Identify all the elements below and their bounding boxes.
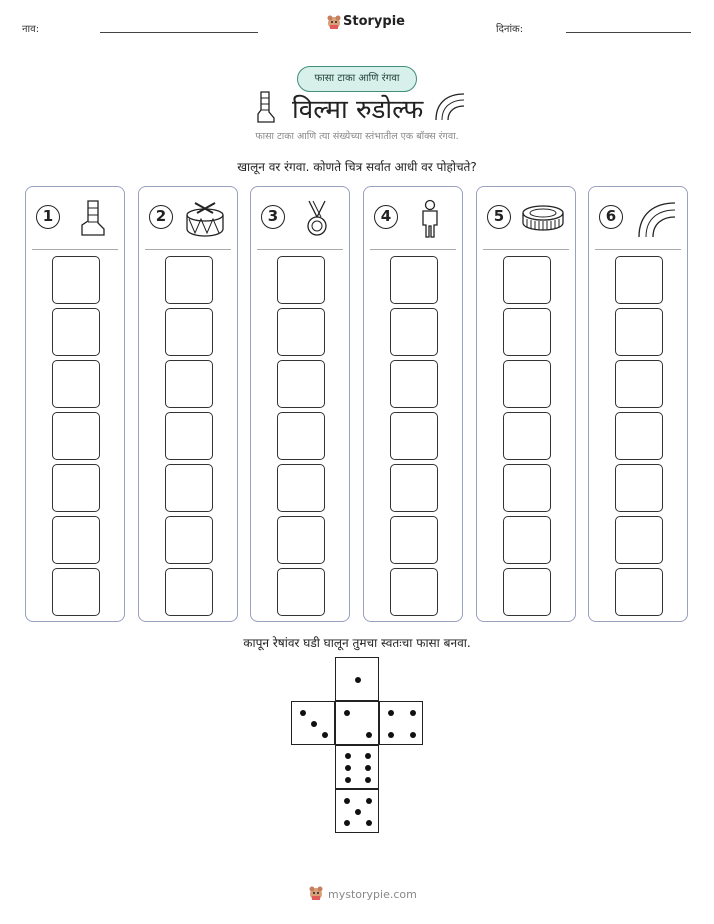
page-title: विल्मा रुडोल्फ (292, 95, 424, 125)
dice-face-3 (291, 701, 335, 745)
color-box[interactable] (165, 308, 213, 356)
color-box[interactable] (615, 516, 663, 564)
dice-face-5 (335, 789, 379, 833)
drum-icon (183, 199, 227, 239)
color-box[interactable] (277, 568, 325, 616)
pip (322, 732, 328, 738)
leg-brace-icon (70, 199, 114, 239)
color-box[interactable] (503, 464, 551, 512)
color-box[interactable] (503, 308, 551, 356)
column-divider (595, 249, 681, 250)
column-6 (588, 186, 688, 622)
color-box[interactable] (52, 516, 100, 564)
dice-instruction: कापून रेषांवर घडी घालून तुमचा स्वतःचा फासा बनवा. (243, 636, 471, 650)
column-3 (250, 186, 350, 622)
color-box[interactable] (52, 568, 100, 616)
color-box[interactable] (277, 516, 325, 564)
pip (300, 710, 306, 716)
person-icon (408, 199, 452, 239)
color-box[interactable] (277, 308, 325, 356)
pip (344, 710, 350, 716)
color-box[interactable] (390, 308, 438, 356)
color-box[interactable] (277, 360, 325, 408)
color-box[interactable] (615, 568, 663, 616)
color-box[interactable] (390, 360, 438, 408)
pip (355, 809, 361, 815)
color-box[interactable] (615, 308, 663, 356)
dice-face-4 (379, 701, 423, 745)
color-box[interactable] (277, 412, 325, 460)
column-number: 4 (374, 205, 398, 229)
column-5 (476, 186, 576, 622)
pip (410, 710, 416, 716)
color-box[interactable] (165, 360, 213, 408)
column-1 (25, 186, 125, 622)
column-divider (257, 249, 343, 250)
subtitle: फासा टाका आणि त्या संख्येच्या स्तंभातील एक बॉक्स रंगवा. (255, 131, 459, 142)
column-divider (32, 249, 118, 250)
column-number: 1 (36, 205, 60, 229)
dice-face-1 (335, 657, 379, 701)
color-box[interactable] (277, 256, 325, 304)
color-box[interactable] (390, 412, 438, 460)
storypie-logo-icon (308, 885, 324, 901)
color-box[interactable] (52, 412, 100, 460)
pip (388, 710, 394, 716)
pip (388, 732, 394, 738)
pip (365, 753, 371, 759)
pip (311, 721, 317, 727)
pip (345, 753, 351, 759)
storypie-logo-icon (326, 14, 342, 30)
color-box[interactable] (390, 568, 438, 616)
color-box[interactable] (390, 516, 438, 564)
pip (345, 777, 351, 783)
color-box[interactable] (165, 516, 213, 564)
stadium-icon (521, 199, 565, 239)
instruction: खालून वर रंगवा. कोणते चित्र सर्वात आधी वर पोहोचते? (237, 160, 477, 174)
color-box[interactable] (615, 464, 663, 512)
pip (344, 798, 350, 804)
name-label: नाव: (22, 24, 40, 35)
column-2 (138, 186, 238, 622)
pip (365, 765, 371, 771)
running-track-icon (432, 92, 466, 122)
pip (355, 677, 361, 683)
color-box[interactable] (503, 360, 551, 408)
pip (344, 820, 350, 826)
color-box[interactable] (503, 516, 551, 564)
pip (366, 798, 372, 804)
color-box[interactable] (52, 308, 100, 356)
color-box[interactable] (52, 360, 100, 408)
color-box[interactable] (52, 256, 100, 304)
footer-url[interactable]: mystorypie.com (328, 888, 417, 901)
color-box[interactable] (165, 464, 213, 512)
column-number: 3 (261, 205, 285, 229)
column-divider (370, 249, 456, 250)
color-box[interactable] (503, 256, 551, 304)
column-number: 2 (149, 205, 173, 229)
color-box[interactable] (615, 360, 663, 408)
color-box[interactable] (390, 256, 438, 304)
color-box[interactable] (52, 464, 100, 512)
color-box[interactable] (390, 464, 438, 512)
color-box[interactable] (615, 412, 663, 460)
dice-face-6 (335, 745, 379, 789)
column-divider (483, 249, 569, 250)
pip (365, 777, 371, 783)
pip (410, 732, 416, 738)
pip (366, 820, 372, 826)
color-box[interactable] (277, 464, 325, 512)
name-line[interactable] (100, 32, 258, 33)
running-track-icon (633, 199, 677, 239)
color-box[interactable] (165, 256, 213, 304)
column-4 (363, 186, 463, 622)
activity-pill: फासा टाका आणि रंगवा (297, 66, 417, 92)
date-label: दिनांक: (496, 24, 524, 35)
brand-name: Storypie (343, 14, 405, 29)
medal-icon (295, 199, 339, 239)
color-box[interactable] (503, 568, 551, 616)
color-box[interactable] (615, 256, 663, 304)
pip (366, 732, 372, 738)
date-line[interactable] (566, 32, 691, 33)
color-box[interactable] (165, 412, 213, 460)
color-box[interactable] (503, 412, 551, 460)
column-divider (145, 249, 231, 250)
column-number: 5 (487, 205, 511, 229)
dice-face-2 (335, 701, 379, 745)
leg-brace-icon (254, 90, 276, 124)
column-number: 6 (599, 205, 623, 229)
color-box[interactable] (165, 568, 213, 616)
pip (345, 765, 351, 771)
